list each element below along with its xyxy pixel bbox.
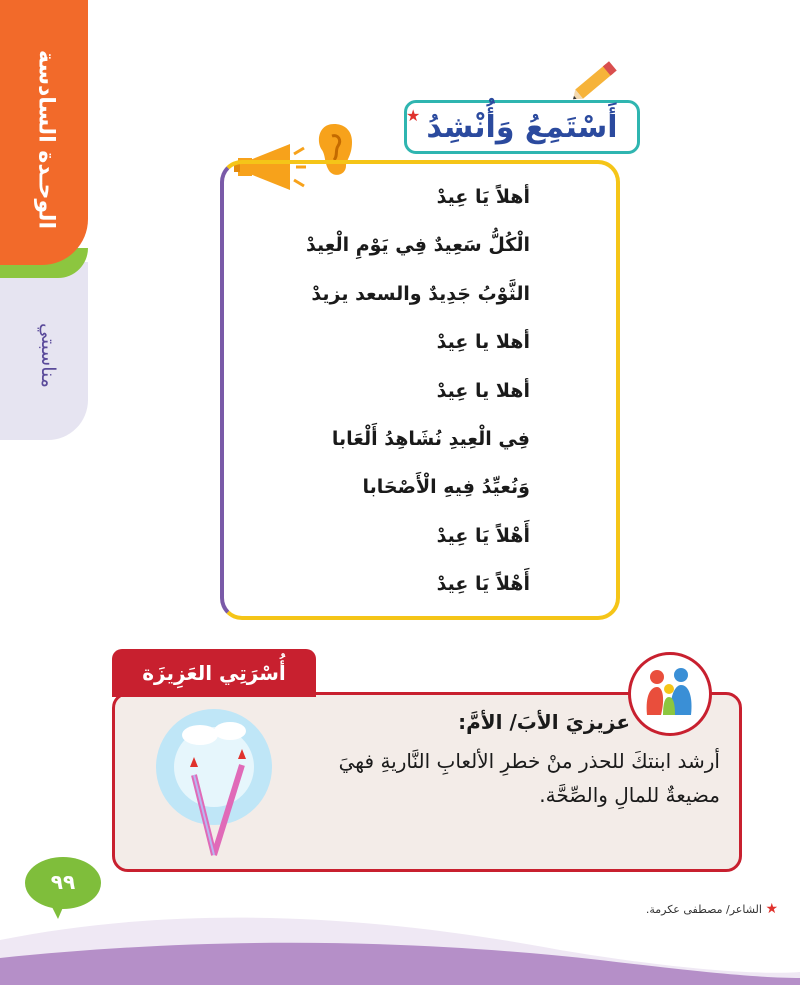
bottom-wave	[0, 880, 800, 985]
heading-title: أَسْتَمِعُ وَأُنْشِدُ	[426, 109, 618, 145]
poem-line: وَنُعيِّدُ فِيهِ الْأَصْحَابا	[362, 476, 530, 499]
poem-line: أهلا يا عِيدْ	[436, 379, 530, 402]
pencil-icon	[566, 55, 626, 105]
poem-line: الْكُلُّ سَعِيدٌ فِي يَوْمِ الْعِيدْ	[306, 234, 530, 257]
poem-line: أَهْلاً يَا عِيدْ	[436, 524, 530, 547]
advice-text: أرشد ابنتكَ للحذر منْ خطرِ الألعابِ النَّاريةِ فهيَ مضيعةٌ للمالِ والصِّحَّة.	[338, 749, 720, 807]
footnote-text: الشاعر/ مصطفى عكرمة.	[645, 903, 762, 916]
side-tab	[0, 0, 88, 440]
poem-line: أَهْلاً يَا عِيدْ	[436, 573, 530, 596]
section-heading	[404, 100, 640, 154]
poem	[230, 182, 530, 618]
poem-line: الثَّوْبُ جَدِيدٌ والسعد يزيدْ	[311, 282, 530, 305]
parent-address: عزيزيَ الأبَ/ الأمَّ:	[458, 710, 630, 734]
unit-label: الوحـدة السادسة	[33, 50, 59, 230]
poem-line: فِي الْعِيدِ نُشَاهِدُ أَلْعَابا	[331, 427, 530, 450]
poem-line: أهلاً يَا عِيدْ	[436, 186, 530, 208]
star-icon: ★	[406, 106, 421, 125]
family-icon	[628, 652, 712, 736]
footnote	[598, 901, 778, 917]
poem-line: أهلا يا عِيدْ	[436, 331, 530, 354]
page-number: ٩٩	[50, 870, 76, 894]
family-tab-title: أُسْرَتِي العَزِيزَة	[112, 649, 316, 697]
star-icon: ★	[765, 901, 778, 917]
fireworks-illustration	[150, 705, 280, 860]
topic-label: مناسبتي	[37, 322, 59, 388]
